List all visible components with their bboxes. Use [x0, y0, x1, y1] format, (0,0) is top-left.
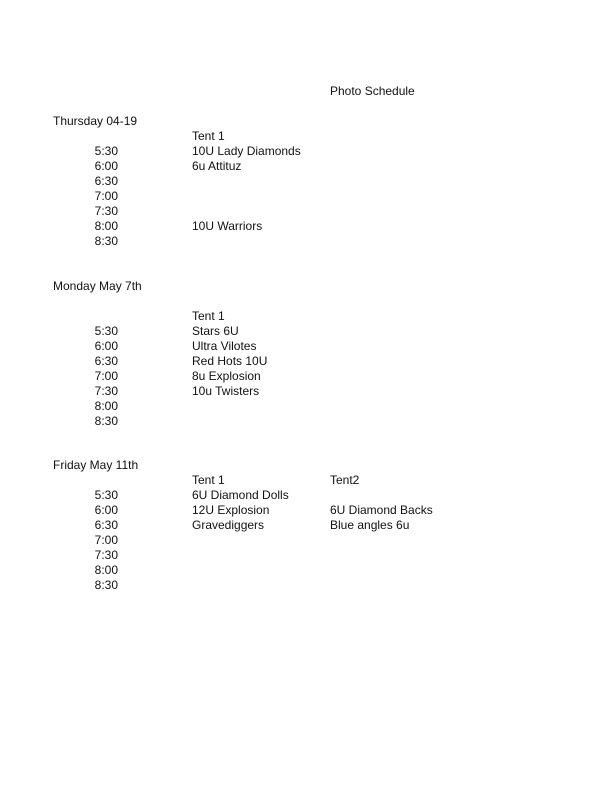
time-cell: 8:00	[94, 219, 118, 233]
tent1-cell: 6u Attituz	[192, 159, 242, 173]
schedule-row	[0, 204, 612, 219]
time-cell: 5:30	[94, 488, 118, 502]
time-cell: 7:30	[94, 204, 118, 218]
tent2-cell: 6U Diamond Backs	[330, 503, 433, 517]
schedule-row	[0, 234, 612, 249]
tent1-heading: Tent 1	[192, 309, 225, 323]
time-cell: 6:30	[94, 518, 118, 532]
time-cell: 8:30	[94, 414, 118, 428]
time-cell: 7:00	[94, 369, 118, 383]
tent1-heading: Tent 1	[192, 129, 225, 143]
schedule-row	[0, 518, 612, 533]
time-cell: 6:00	[94, 159, 118, 173]
tent1-heading: Tent 1	[192, 473, 225, 487]
time-cell: 8:30	[94, 234, 118, 248]
schedule-row	[0, 144, 612, 159]
schedule-row	[0, 174, 612, 189]
schedule-row	[0, 533, 612, 548]
time-cell: 5:30	[94, 324, 118, 338]
tent2-cell: Blue angles 6u	[330, 518, 410, 532]
day-heading: Monday May 7th	[53, 279, 142, 293]
tent1-cell: 10U Warriors	[192, 219, 263, 233]
schedule-row	[0, 384, 612, 399]
schedule-row	[0, 339, 612, 354]
schedule-row	[0, 354, 612, 369]
time-cell: 8:30	[94, 578, 118, 592]
schedule-row	[0, 324, 612, 339]
time-cell: 5:30	[94, 144, 118, 158]
time-cell: 6:30	[94, 174, 118, 188]
time-cell: 8:00	[94, 399, 118, 413]
tent2-heading: Tent2	[330, 473, 360, 487]
schedule-row	[0, 488, 612, 503]
tent1-cell: Stars 6U	[192, 324, 239, 338]
tent1-cell: 6U Diamond Dolls	[192, 488, 289, 502]
schedule-row	[0, 548, 612, 563]
tent1-cell: 10u Twisters	[192, 384, 260, 398]
schedule-row	[0, 219, 612, 234]
tent1-cell: 8u Explosion	[192, 369, 261, 383]
time-cell: 7:30	[94, 548, 118, 562]
time-cell: 6:00	[94, 339, 118, 353]
time-cell: 7:00	[94, 533, 118, 547]
page-title: Photo Schedule	[330, 84, 415, 98]
day-heading: Thursday 04-19	[53, 114, 138, 128]
time-cell: 7:00	[94, 189, 118, 203]
schedule-row	[0, 399, 612, 414]
time-cell: 7:30	[94, 384, 118, 398]
time-cell: 6:00	[94, 503, 118, 517]
time-cell: 6:30	[94, 354, 118, 368]
tent1-cell: 12U Explosion	[192, 503, 270, 517]
schedule-row	[0, 578, 612, 593]
tent1-cell: Ultra Vilotes	[192, 339, 257, 353]
tent1-cell: 10U Lady Diamonds	[192, 144, 301, 158]
schedule-row	[0, 503, 612, 518]
tent1-cell: Red Hots 10U	[192, 354, 268, 368]
schedule-row	[0, 159, 612, 174]
time-cell: 8:00	[94, 563, 118, 577]
schedule-row	[0, 563, 612, 578]
schedule-row	[0, 369, 612, 384]
tent1-cell: Gravediggers	[192, 518, 265, 532]
schedule-row	[0, 414, 612, 429]
day-heading: Friday May 11th	[53, 458, 139, 472]
schedule-row	[0, 189, 612, 204]
